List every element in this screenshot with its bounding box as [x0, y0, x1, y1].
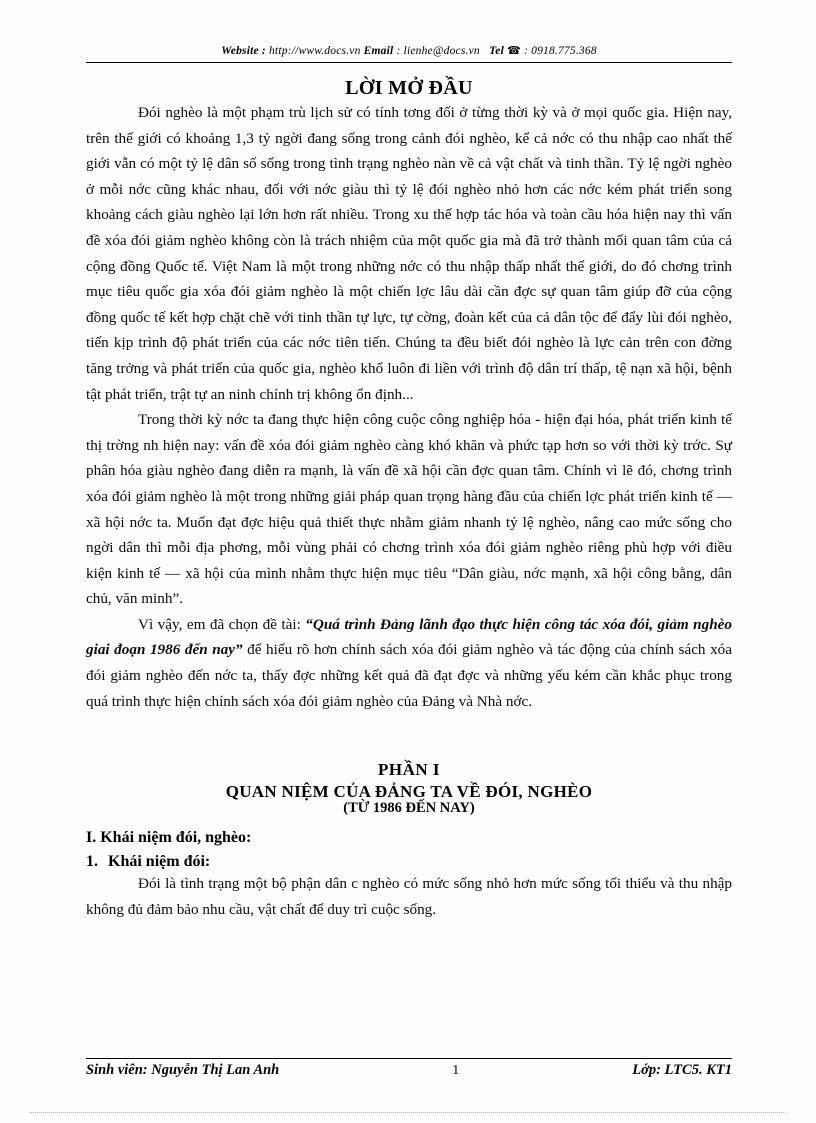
header-tel-value: : 0918.775.368: [524, 45, 597, 57]
subsection-number: 1.: [86, 853, 98, 871]
footer-student: Sinh viên: Nguyễn Thị Lan Anh: [86, 1062, 280, 1078]
subsection-label: Khái niệm đói:: [108, 853, 211, 871]
telephone-icon: ☎: [507, 45, 521, 57]
header-email-value: : lienhe@docs.vn: [396, 45, 480, 57]
page-footer: [86, 1058, 732, 1079]
section-heading-1: I. Khái niệm đói, nghèo:: [86, 829, 252, 847]
bottom-dashed-rule: [30, 1112, 786, 1113]
header-divider: [86, 62, 732, 63]
footer-class: Lớp: LTC5. KT1: [632, 1062, 732, 1078]
paragraph-1: Đói nghèo là một phạm trù lịch sử có tính tơng đối ở từng thời kỳ và ở mọi quốc gia. Hiện nay, trên thế giới có khoảng 1,3 tỷ ngời đang sống trong cảnh đói nghèo, kể cả nớc có thu nhập cao nhất thế giới vẫn có một tỷ lệ dân số sống trong tình trạng nghèo nàn về cả vật chất và tinh thần. Tỷ lệ ngời nghèo ở mỗi nớc cũng khác nhau, đối với nớc giàu thì tỷ lệ đói nghèo nhỏ hơn các nớc kém phát triển song khoảng cách giàu nghèo lại lớn hơn rất nhiều. Trong xu thế hợp tác hóa và toàn cầu hóa hiện nay thì vấn đề xóa đói giảm nghèo không còn là trách nhiệm của một quốc gia mà đã trở thành mối quan tâm của cả cộng đồng Quốc tế. Việt Nam là một trong những nớc có thu nhập thấp nhất thế giới, do đó chơng trình mục tiêu quốc gia xóa đói giảm nghèo là một chiến lợc lâu dài cần đợc sự quan tâm giúp đỡ của cộng đồng quốc tế kết hợp chặt chẽ với tinh thần tự lực, tự cờng, đoàn kết của cả dân tộc để đẩy lùi đói nghèo, tiến kịp trình độ phát triển của các nớc tiên tiến. Chúng ta đều biết đói nghèo là lực cản trên con đờng tăng trởng và phát triển của quốc gia, nghèo khổ luôn đi liền với trình độ dân trí thấp, tệ nạn xã hội, bệnh tật phát triển, trật tự an ninh chính trị không ổn định...: [86, 104, 732, 403]
page-title: LỜI MỞ ĐẦU: [345, 77, 473, 99]
part-period: (TỪ 1986 ĐẾN NAY): [343, 800, 475, 817]
part-heading-block: [86, 760, 732, 817]
footer-divider: [86, 1058, 732, 1059]
thesis-topic: “Quá trình Đảng lãnh đạo thực hiện công tác xóa đói, giảm nghèo giai đoạn 1986 đến nay”: [86, 615, 732, 659]
footer-row: [86, 1062, 732, 1079]
page-content: [86, 44, 732, 922]
footer-page-number: 1: [452, 1063, 460, 1078]
part-subtitle: QUAN NIỆM CỦA ĐẢNG TA VỀ ĐÓI, NGHÈO: [225, 782, 593, 802]
subsection-heading-1: [86, 853, 732, 871]
header-website-label: Website :: [221, 45, 266, 57]
part-title: PHẦN I: [377, 760, 441, 780]
header-website-value: http://www.docs.vn: [268, 45, 361, 57]
paragraph-3-lead: Vì vậy, em đã chọn đề tài:: [138, 615, 301, 633]
paragraph-2: Trong thời kỳ nớc ta đang thực hiện công cuộc công nghiệp hóa - hiện đại hóa, phát triển kinh tế thị trờng nh hiện nay: vấn đề xóa đói giảm nghèo càng khó khăn và phức tạp hơn so với thời kỳ trớc. Sự phân hóa giàu nghèo đang diễn ra mạnh, là vấn đề xã hội cần đợc quan tâm. Chính vì lẽ đó, chơng trình xóa đói giảm nghèo là một trong những giải pháp quan trọng hàng đầu của chiến lợc phát triển kinh tế — xã hội nớc ta. Muốn đạt đợc hiệu quả thiết thực nhằm giảm nhanh tỷ lệ nghèo, nâng cao mức sống cho ngời dân thì mỗi địa phơng, mỗi vùng phải có chơng trình xóa đói giảm nghèo riêng phù hợp với điều kiện kinh tế — xã hội của mình nhằm thực hiện mục tiêu “Dân giàu, nớc mạnh, xã hội công bằng, dân chủ, văn minh”.: [86, 411, 732, 608]
paragraph-3: [86, 612, 732, 714]
paragraph-3-rest: để hiểu rõ hơn chính sách xóa đói giảm nghèo và tác động của chính sách xóa đói giảm nghèo đến nớc ta, thấy đợc những kết quả đã đạt đợc và những yếu kém cần khắc phục trong quá trình thực hiện chính sách xóa đói giảm nghèo của Đảng và Nhà nớc.: [86, 641, 733, 710]
subsection-paragraph: Đói là tình trạng một bộ phận dân c nghèo có mức sống nhỏ hơn mức sống tối thiểu và thu nhập không đủ đảm bảo nhu cầu, vật chất để duy trì cuộc sống.: [86, 875, 732, 918]
page-header: [86, 44, 732, 57]
header-email-label: Email: [363, 45, 394, 57]
header-tel-label: Tel: [489, 45, 504, 57]
